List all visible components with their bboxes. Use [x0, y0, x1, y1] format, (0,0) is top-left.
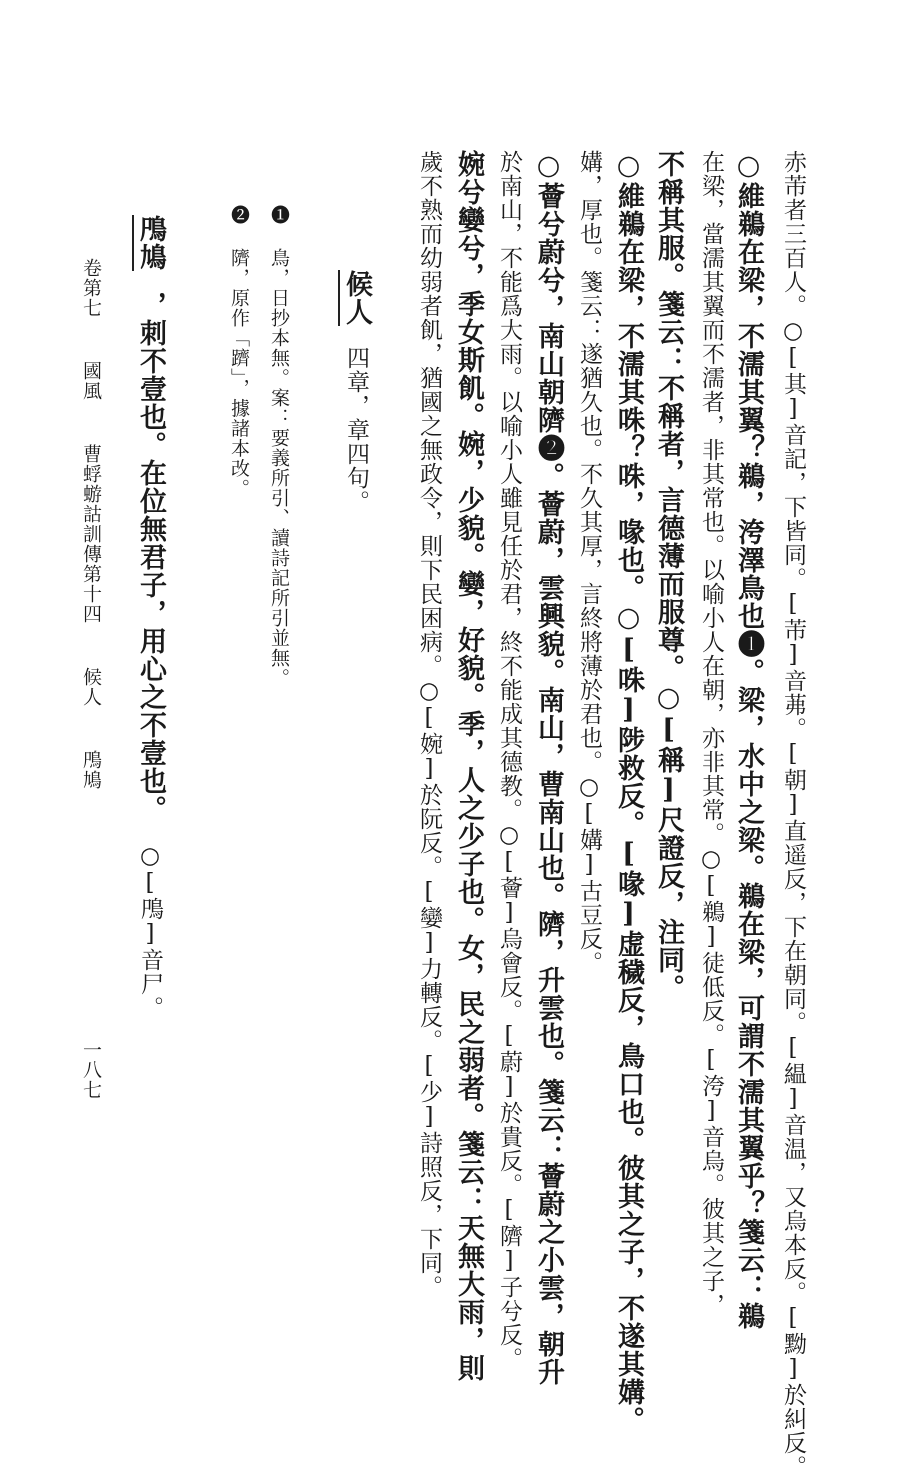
text-column-3: 在梁，當濡其翼而不濡者，非其常也。以喻小人在朝，亦非其常。○[鵜]徒低反。[洿]音烏。彼其之子， — [698, 150, 724, 1317]
text-column-8: 於南山，不能爲大雨。以喻小人雖見任於君，終不能成其德教。○[薈]烏會反。[蔚]於貴反。[隮]子兮反。 — [496, 150, 522, 1371]
footnote-1: ❶ 鳥，日抄本無。案：要義所引、讀詩記所引並無。 — [268, 205, 290, 688]
running-header — [81, 258, 100, 790]
footnote-marker: ❶ — [268, 205, 290, 225]
chapter-summary — [343, 270, 370, 514]
page-number: 一八七 — [80, 1040, 102, 1100]
header-volume: 卷第七 — [80, 258, 102, 318]
header-poem: 鳲鳩 — [80, 750, 102, 790]
text-column-5: ○維鵜在梁，不濡其咮？咮，喙也。○[咮]陟救反。[喙]虚穢反，鳥口也。彼其之子，不遂其媾。 — [613, 150, 644, 1434]
next-poem-preface: 鳲鳩 ，刺不壹也。在位無君子，用心之不壹也。 ○[鳲]音尸。 — [137, 215, 164, 1020]
text-column-2: ○維鵜在梁，不濡其翼？鵜，洿澤鳥也❶。梁，水中之梁。鵜在梁，可謂不濡其翼乎？箋云：鵜 — [733, 150, 764, 1330]
footnote-marker: ❷ — [228, 205, 250, 225]
text-column-7: ○薈兮蔚兮，南山朝隮❷。薈蔚，雲興貌。南山，曹南山也。隮，升雲也。箋云：薈蔚之小雲，朝升 — [533, 150, 564, 1386]
text-column-4: 不稱其服。箋云：不稱者，言德薄而服尊。○[稱]尺證反，注同。 — [653, 150, 684, 1002]
next-poem-title: 鳲鳩 — [132, 215, 166, 271]
header-section: 國風 — [80, 361, 102, 401]
text-column-6: 媾，厚也。箋云：遂猶久也。不久其厚，言終將薄於君也。○[媾]古豆反。 — [576, 150, 602, 975]
summary-title: 候人 — [338, 270, 372, 326]
header-chapter: 候人 — [80, 667, 102, 707]
header-book: 曹蜉蝣詁訓傳第十四 — [80, 444, 102, 624]
text-column-9: 婉兮孌兮，季女斯飢。婉，少貌。孌，好貌。季，人之少子也。女，民之弱者。箋云：天無大雨，則 — [453, 150, 484, 1382]
text-column-10: 歲不熟而幼弱者飢，猶國之無政令，則下民困病。○[婉]於阮反。[孌]力轉反。[少]詩照反，下同。 — [416, 150, 442, 1299]
summary-text: 四章，章四句。 — [343, 346, 369, 514]
text-column-1: 赤芾者三百人。○[其]音記，下皆同。[芾]音茀。[朝]直遥反，下在朝同。[緼]音温，又烏本反。[黝]於糾反。 — [780, 150, 806, 1479]
footnote-2: ❷ 隮，原作「躋」，據諸本改。 — [228, 205, 250, 499]
